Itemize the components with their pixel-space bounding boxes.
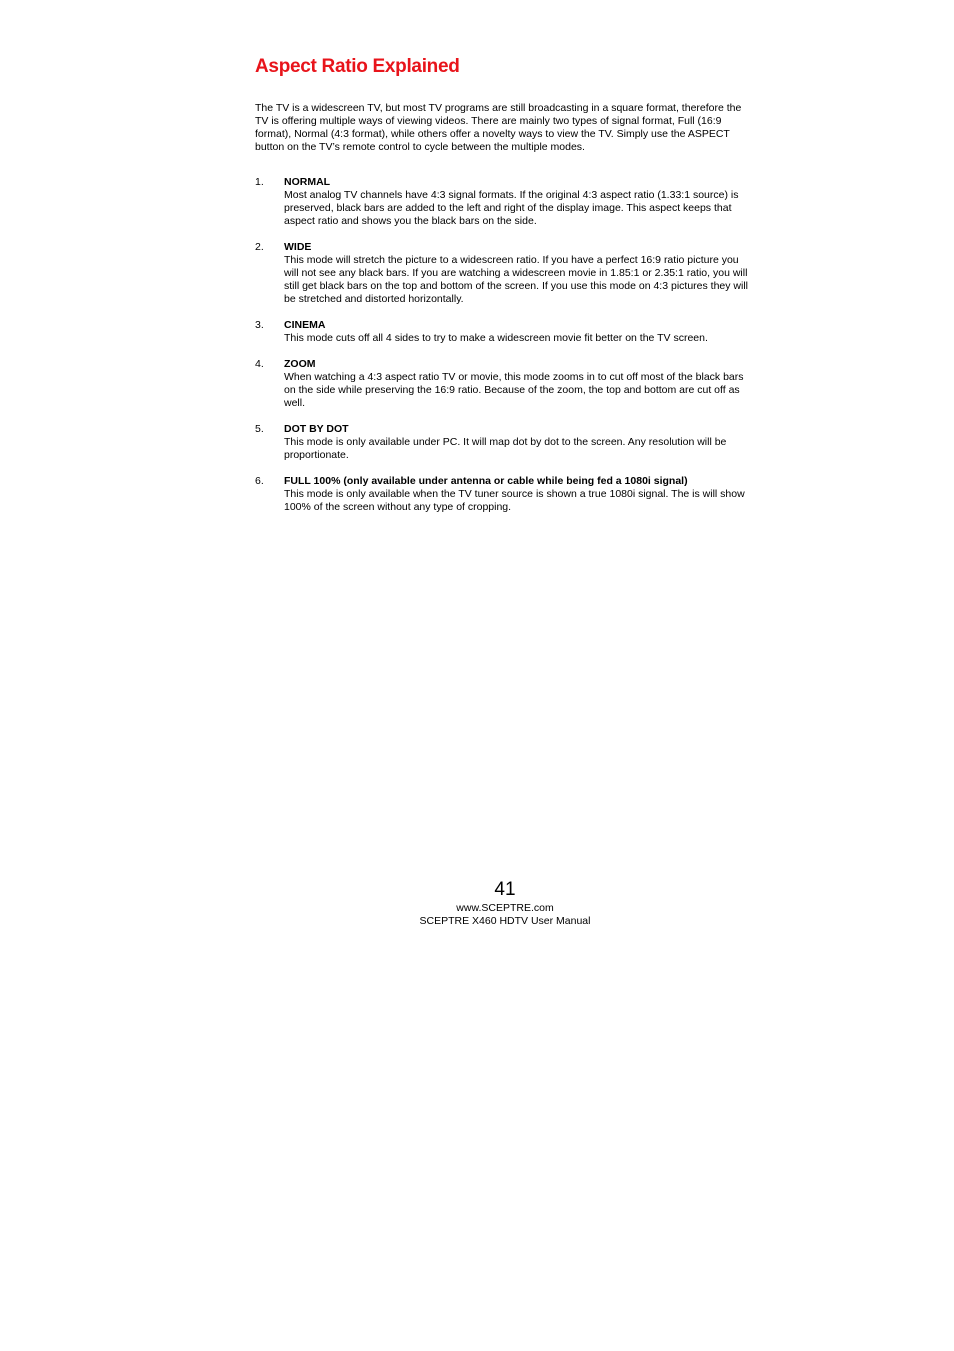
list-number: 1. bbox=[255, 176, 264, 188]
list-number: 4. bbox=[255, 358, 264, 370]
mode-heading: ZOOM bbox=[284, 358, 316, 370]
mode-item-normal bbox=[255, 176, 755, 228]
page-title: Aspect Ratio Explained bbox=[255, 56, 460, 77]
intro-paragraph: The TV is a widescreen TV, but most TV programs are still broadcasting in a square format, therefore the TV is offering multiple ways of viewing videos. There are mainly two types of signal format, Full (16:9 format), Normal (4:3 format), while others offer a novelty ways to view the TV. Simply use the ASPECT button on the TV’s remote control to cycle between the multiple modes. bbox=[255, 102, 742, 153]
mode-item-cinema bbox=[255, 319, 755, 345]
mode-heading: CINEMA bbox=[284, 319, 326, 331]
list-number: 5. bbox=[255, 423, 264, 435]
footer-manual-title: SCEPTRE X460 HDTV User Manual bbox=[419, 915, 591, 927]
mode-item-full-100 bbox=[255, 475, 755, 514]
list-number: 3. bbox=[255, 319, 264, 331]
page-number: 41 bbox=[494, 879, 516, 900]
page-footer bbox=[355, 878, 655, 928]
footer-website: www.SCEPTRE.com bbox=[456, 902, 554, 914]
mode-description: Most analog TV channels have 4:3 signal formats. If the original 4:3 aspect ratio (1.33:1 source) is preserved, black bars are added to the left and right of the display image. This aspect keeps that aspect ratio and shows you the black bars on the side. bbox=[284, 189, 739, 227]
mode-item-dot-by-dot bbox=[255, 423, 755, 462]
list-number: 2. bbox=[255, 241, 264, 253]
mode-description: This mode will stretch the picture to a widescreen ratio. If you have a perfect 16:9 ratio picture you will not see any black bars. If you are watching a widescreen movie in 1.85:1 or 2.35:1 ratio, you will still get black bars on the top and bottom of the screen. If you use this mode on 4:3 pictures they will be stretched and distorted horizontally. bbox=[284, 254, 749, 305]
mode-description: When watching a 4:3 aspect ratio TV or movie, this mode zooms in to cut off most of the black bars on the side while preserving the 16:9 ratio. Because of the zoom, the top and bottom are cut off as well. bbox=[284, 371, 744, 409]
mode-description: This mode cuts off all 4 sides to try to make a widescreen movie fit better on the TV screen. bbox=[284, 332, 708, 344]
mode-description: This mode is only available under PC. It will map dot by dot to the screen. Any resolution will be proportionate. bbox=[284, 436, 727, 461]
mode-heading: FULL 100% (only available under antenna or cable while being fed a 1080i signal) bbox=[284, 475, 688, 487]
mode-item-wide bbox=[255, 241, 755, 306]
mode-item-zoom bbox=[255, 358, 755, 410]
aspect-mode-list bbox=[255, 176, 755, 527]
mode-heading: DOT BY DOT bbox=[284, 423, 349, 435]
mode-heading: NORMAL bbox=[284, 176, 331, 188]
list-number: 6. bbox=[255, 475, 264, 487]
mode-heading: WIDE bbox=[284, 241, 312, 253]
mode-description: This mode is only available when the TV tuner source is shown a true 1080i signal. The is will show 100% of the screen without any type of cropping. bbox=[284, 488, 745, 513]
